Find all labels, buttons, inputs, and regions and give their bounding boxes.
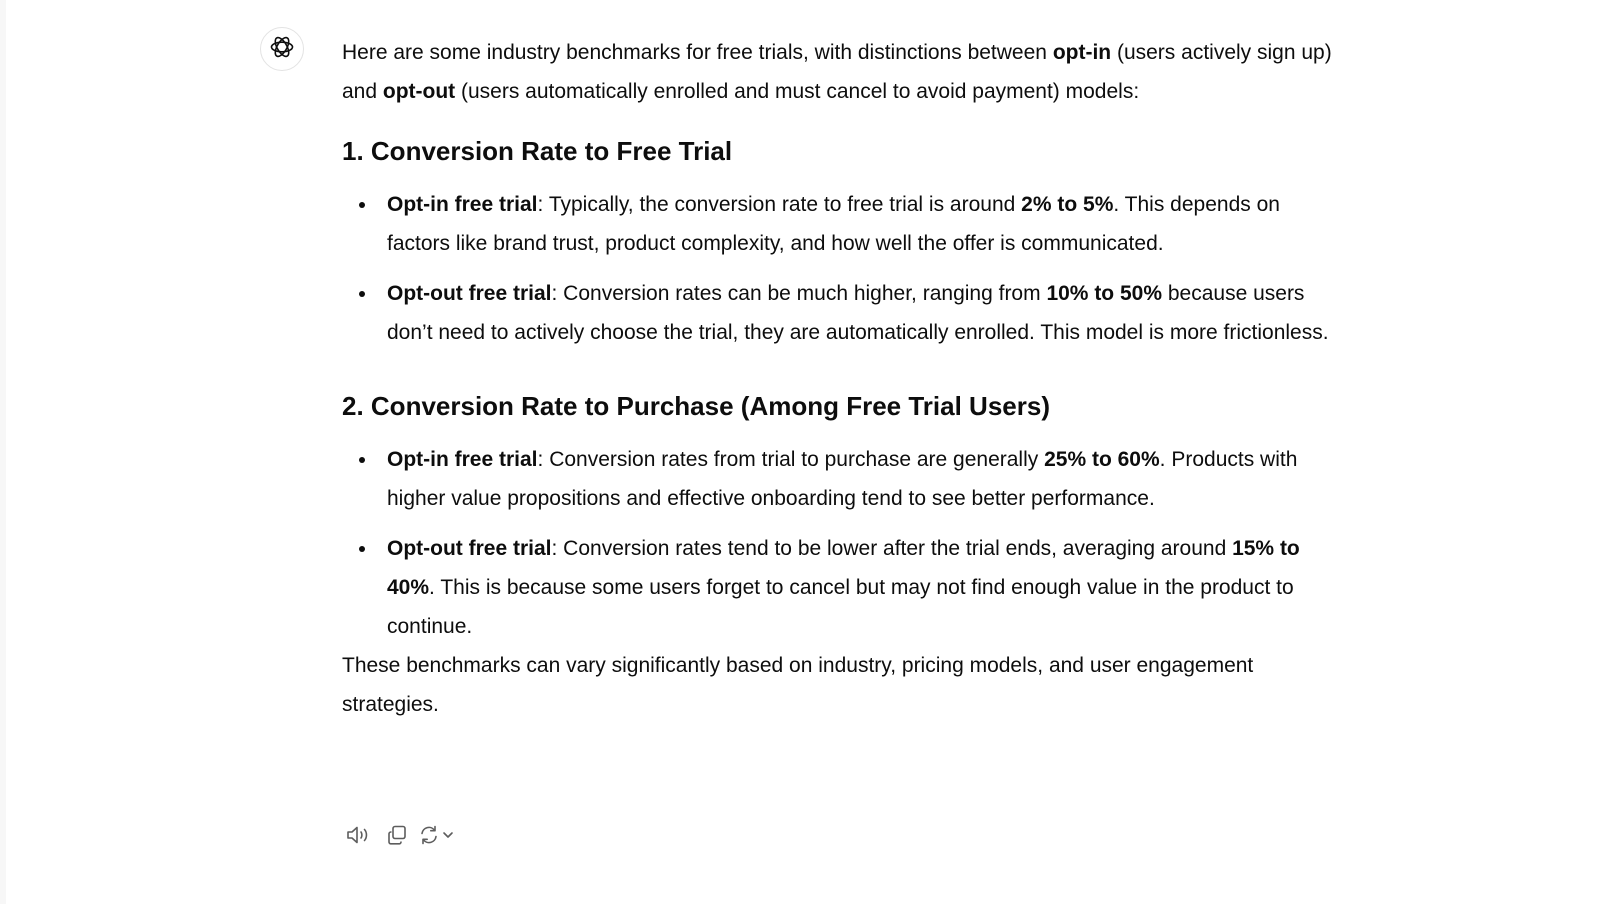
openai-logo-icon <box>269 34 295 65</box>
window-left-edge <box>0 0 6 904</box>
list-item: Opt-in free trial: Typically, the conversion rate to free trial is around 2% to 5%. This depends on factors like brand trust, product complexity, and how well the offer is communicated. <box>342 185 1342 263</box>
emphasis-text: opt-out <box>382 80 456 103</box>
purchase-bullet-list <box>342 440 1342 646</box>
regenerate-button[interactable] <box>418 820 456 850</box>
message-actions <box>342 820 456 850</box>
assistant-avatar <box>260 27 304 71</box>
emphasis-text: Opt-in free trial <box>387 448 538 471</box>
closing-paragraph: These benchmarks can vary significantly based on industry, pricing models, and user engagement strategies. <box>342 654 1254 716</box>
refresh-icon <box>418 824 440 846</box>
emphasis-text: 15% to 40% <box>387 537 1300 599</box>
emphasis-text: opt-in <box>1052 41 1112 64</box>
emphasis-text: 25% to 60% <box>1044 448 1160 471</box>
emphasis-text: Opt-in free trial <box>387 193 538 216</box>
emphasis-text: Opt-out free trial <box>387 282 552 305</box>
assistant-message <box>342 33 1342 724</box>
copy-button[interactable] <box>380 820 414 850</box>
copy-icon <box>386 824 408 846</box>
list-item: Opt-out free trial: Conversion rates tend to be lower after the trial ends, averaging around 15% to 40%. This is because some users forget to cancel but may not find enough value in the product to continue. <box>342 529 1342 646</box>
read-aloud-button[interactable] <box>342 820 376 850</box>
list-item: Opt-in free trial: Conversion rates from trial to purchase are generally 25% to 60%. Products with higher value propositions and effective onboarding tend to see better performance. <box>342 440 1342 518</box>
intro-paragraph: Here are some industry benchmarks for free trials, with distinctions between opt-in (users actively sign up) and opt-out (users automatically enrolled and must cancel to avoid payment) models: <box>342 41 1332 103</box>
trial-bullet-list <box>342 185 1342 352</box>
emphasis-text: 10% to 50% <box>1046 282 1163 305</box>
chevron-down-icon <box>440 827 456 843</box>
speaker-icon <box>346 824 372 846</box>
section-heading-trial: 1. Conversion Rate to Free Trial <box>342 136 733 166</box>
list-item: Opt-out free trial: Conversion rates can be much higher, ranging from 10% to 50% because users don’t need to actively choose the trial, they are automatically enrolled. This model is more frictionless. <box>342 274 1342 352</box>
emphasis-text: 2% to 5% <box>1021 193 1114 216</box>
emphasis-text: Opt-out free trial <box>387 537 552 560</box>
section-heading-purchase: 2. Conversion Rate to Purchase (Among Free Trial Users) <box>342 391 1050 421</box>
